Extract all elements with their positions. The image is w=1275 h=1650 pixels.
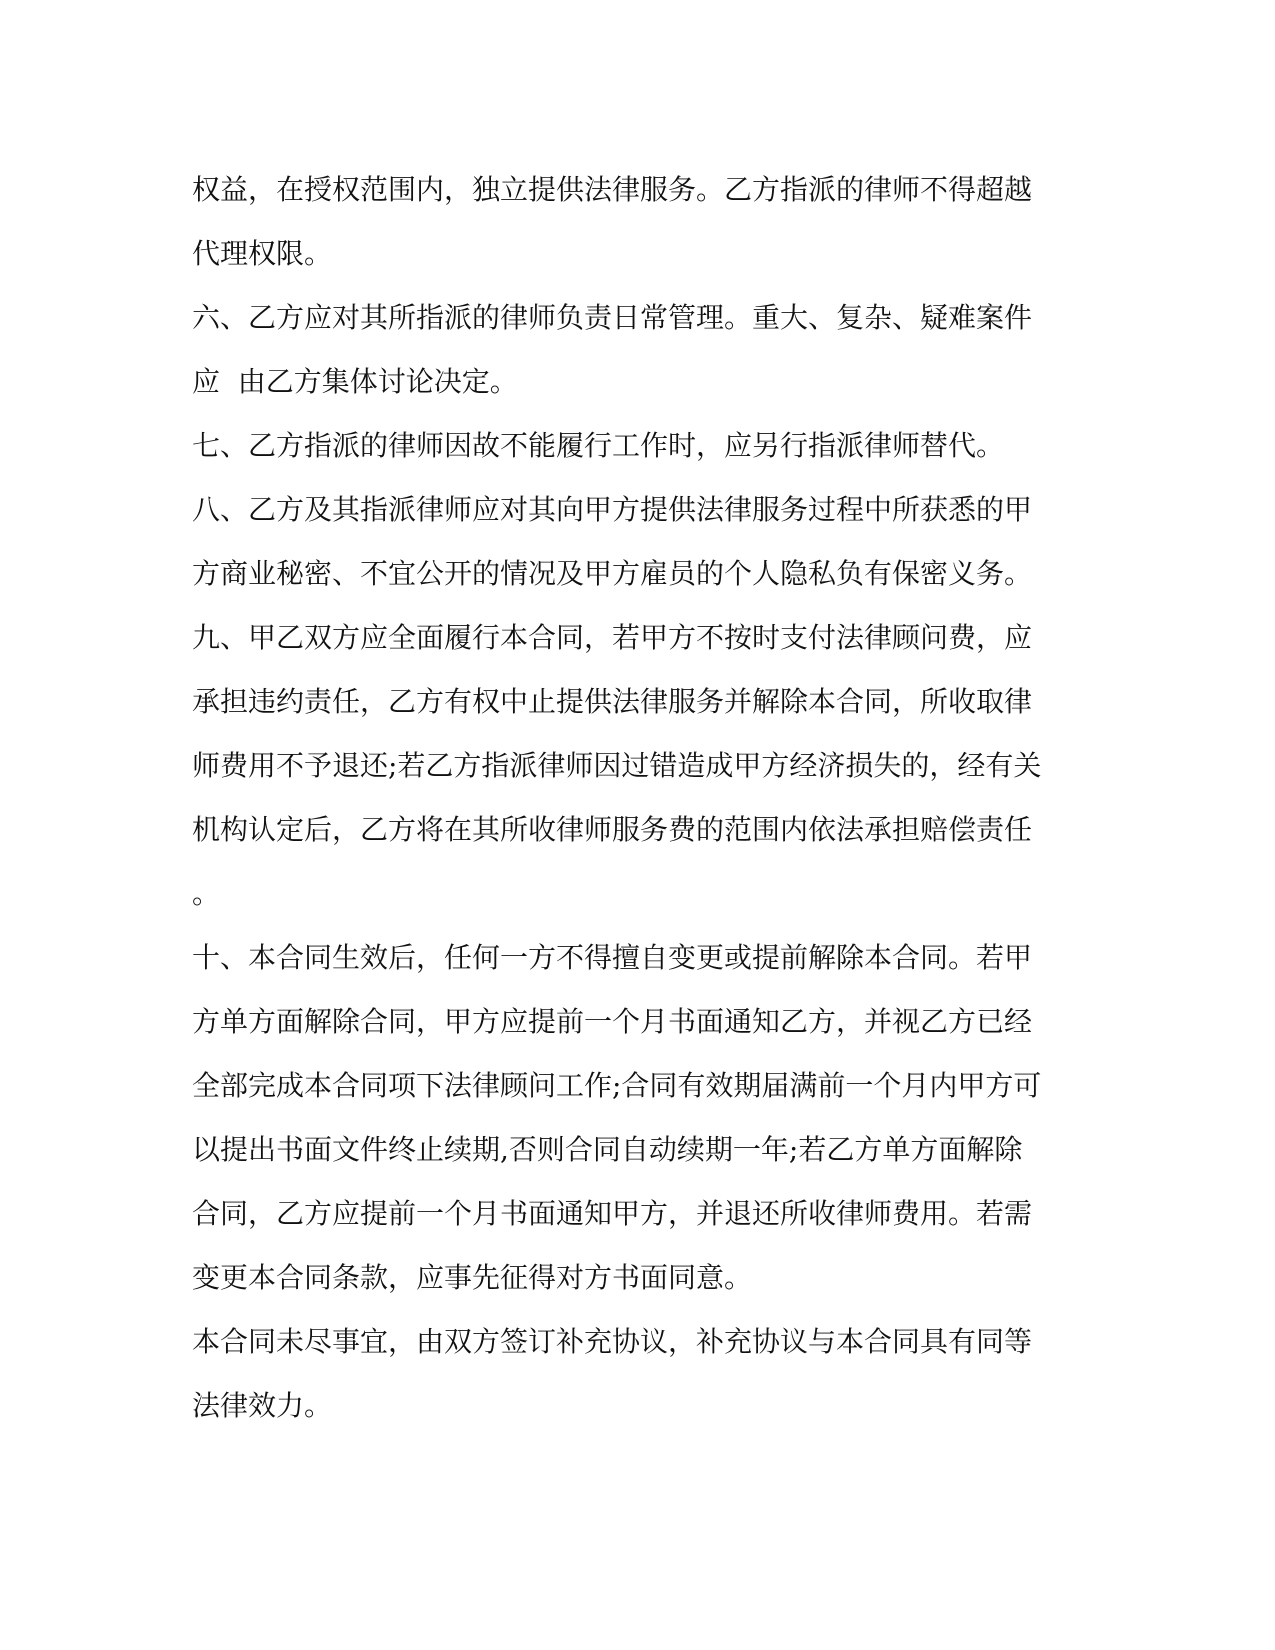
- contract-text: [192, 158, 1092, 1438]
- text-line: 权益，在授权范围内，独立提供法律服务。乙方指派的律师不得超越: [192, 173, 1033, 206]
- text-line: 变更本合同条款，应事先征得对方书面同意。: [192, 1261, 753, 1294]
- text-line: 承担违约责任，乙方有权中止提供法律服务并解除本合同，所收取律: [192, 685, 1033, 718]
- text-line: 方单方面解除合同，甲方应提前一个月书面通知乙方，并视乙方已经: [192, 1005, 1033, 1038]
- text-line: 六、乙方应对其所指派的律师负责日常管理。重大、复杂、疑难案件: [192, 301, 1033, 334]
- text-line: 法律效力。: [192, 1389, 333, 1422]
- text-line: 以提出书面文件终止续期,否则合同自动续期一年;若乙方单方面解除: [192, 1133, 1023, 1166]
- text-line: 九、甲乙双方应全面履行本合同，若甲方不按时支付法律顾问费，应: [192, 621, 1033, 654]
- text-line: 代理权限。: [192, 237, 333, 270]
- text-line: 合同，乙方应提前一个月书面通知甲方，并退还所收律师费用。若需: [192, 1197, 1033, 1230]
- text-line: 八、乙方及其指派律师应对其向甲方提供法律服务过程中所获悉的甲: [192, 493, 1033, 526]
- text-line: 方商业秘密、不宜公开的情况及甲方雇员的个人隐私负有保密义务。: [192, 557, 1033, 590]
- text-line: 应 由乙方集体讨论决定。: [192, 365, 518, 398]
- text-line: 本合同未尽事宜，由双方签订补充协议，补充协议与本合同具有同等: [192, 1325, 1033, 1358]
- text-line: 。: [192, 877, 221, 910]
- text-line: 十、本合同生效后，任何一方不得擅自变更或提前解除本合同。若甲: [192, 941, 1033, 974]
- text-line: 七、乙方指派的律师因故不能履行工作时，应另行指派律师替代。: [192, 429, 1005, 462]
- text-line: 师费用不予退还;若乙方指派律师因过错造成甲方经济损失的，经有关: [192, 749, 1042, 782]
- text-line: 全部完成本合同项下法律顾问工作;合同有效期届满前一个月内甲方可: [192, 1069, 1042, 1102]
- text-line: 机构认定后，乙方将在其所收律师服务费的范围内依法承担赔偿责任: [192, 813, 1033, 846]
